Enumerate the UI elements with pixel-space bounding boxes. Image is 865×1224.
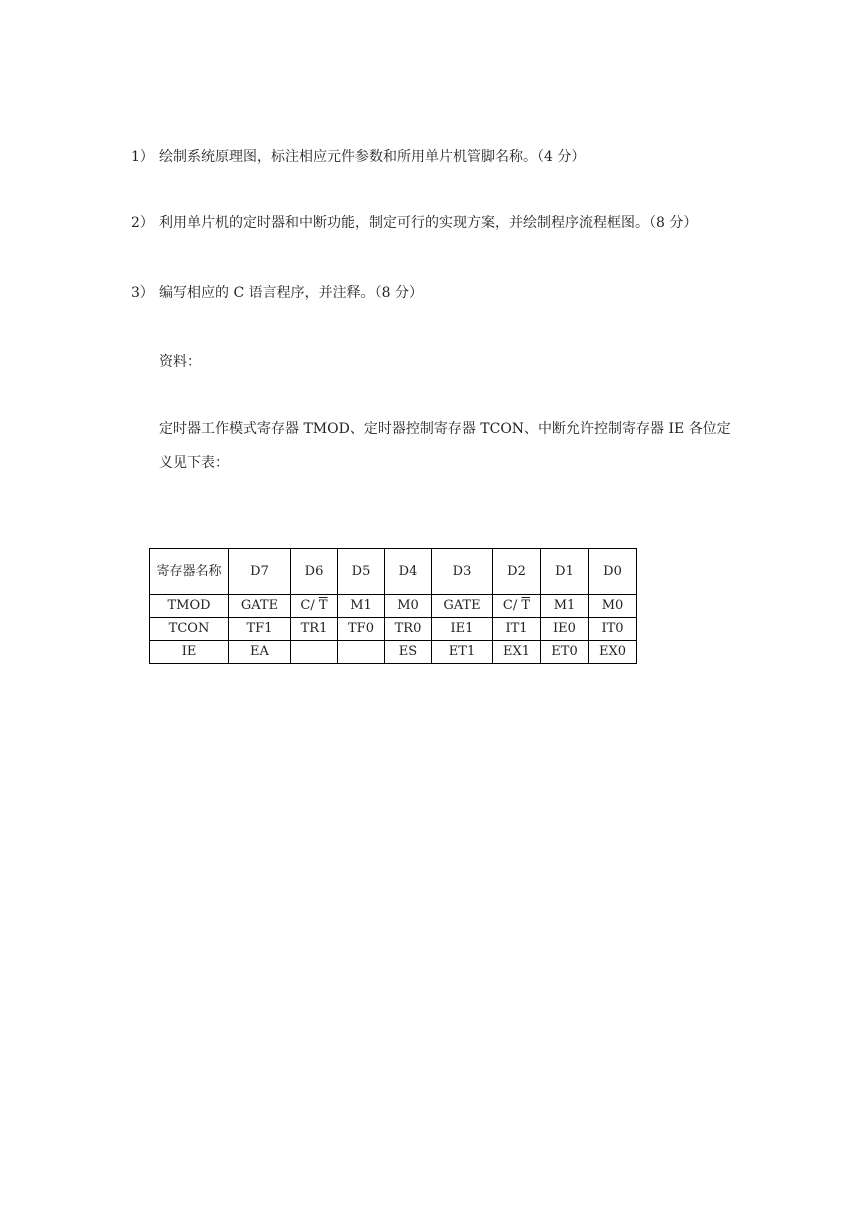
table-cell: GATE: [432, 595, 493, 618]
header-name-text: 寄存器名称: [156, 563, 222, 579]
question-3: [131, 283, 423, 303]
table-cell-ct: [493, 595, 541, 618]
header-cell-d4: D4: [385, 549, 432, 595]
table-cell: GATE: [229, 595, 291, 618]
header-cell-d6: D6: [291, 549, 338, 595]
ct-prefix: C/: [502, 598, 522, 613]
header-cell-d7: D7: [229, 549, 291, 595]
table-cell: ET0: [541, 641, 589, 664]
ct-overline-t: $\overline{T}$: [318, 598, 328, 613]
table-cell: IT0: [589, 618, 637, 641]
table-cell: TR1: [291, 618, 338, 641]
question-2: [131, 213, 697, 233]
header-cell-d3: D3: [432, 549, 493, 595]
question-3-number: 3）: [131, 285, 154, 301]
table-row-tmod: [150, 595, 637, 618]
materials-description-line-2: 义见下表：: [159, 455, 229, 471]
table-cell: M1: [338, 595, 385, 618]
table-cell: ET1: [432, 641, 493, 664]
table-cell: TCON: [150, 618, 229, 641]
header-cell-d0: D0: [589, 549, 637, 595]
ct-prefix: C/: [300, 598, 319, 613]
table-cell: IE0: [541, 618, 589, 641]
table-cell-empty: [291, 641, 338, 664]
table-cell: TF0: [338, 618, 385, 641]
question-1-text: 绘制系统原理图，标注相应元件参数和所用单片机管脚名称。（4 分）: [159, 149, 586, 165]
header-cell-d2: D2: [493, 549, 541, 595]
table-cell: EA: [229, 641, 291, 664]
register-table: [149, 548, 637, 664]
question-1: [131, 147, 585, 167]
table-cell: M0: [589, 595, 637, 618]
table-row-ie: [150, 641, 637, 664]
table-cell: ES: [385, 641, 432, 664]
table-cell: IE: [150, 641, 229, 664]
header-cell-name: [150, 549, 229, 595]
question-1-number: 1）: [131, 149, 154, 165]
table-cell-empty: [338, 641, 385, 664]
header-cell-d1: D1: [541, 549, 589, 595]
table-cell: IE1: [432, 618, 493, 641]
question-3-text: 编写相应的 C 语言程序，并注释。（8 分）: [159, 285, 423, 301]
question-2-number: 2）: [131, 215, 154, 231]
question-2-text: 利用单片机的定时器和中断功能，制定可行的实现方案，并绘制程序流程框图。（8 分）: [159, 215, 698, 231]
table-cell: TMOD: [150, 595, 229, 618]
materials-description-line-1: 定时器工作模式寄存器 TMOD、定时器控制寄存器 TCON、中断允许控制寄存器 IE 各位定: [159, 421, 731, 437]
table-cell: TR0: [385, 618, 432, 641]
table-header-row: [150, 549, 637, 595]
table-cell: IT1: [493, 618, 541, 641]
ct-overline-t: $\overline{T}$: [521, 598, 531, 613]
table-cell: EX1: [493, 641, 541, 664]
materials-label: 资料：: [159, 354, 201, 370]
table-cell: M1: [541, 595, 589, 618]
table-cell: M0: [385, 595, 432, 618]
table-cell-ct: [291, 595, 338, 618]
header-cell-d5: D5: [338, 549, 385, 595]
table-cell: TF1: [229, 618, 291, 641]
table-row-tcon: [150, 618, 637, 641]
table-cell: EX0: [589, 641, 637, 664]
